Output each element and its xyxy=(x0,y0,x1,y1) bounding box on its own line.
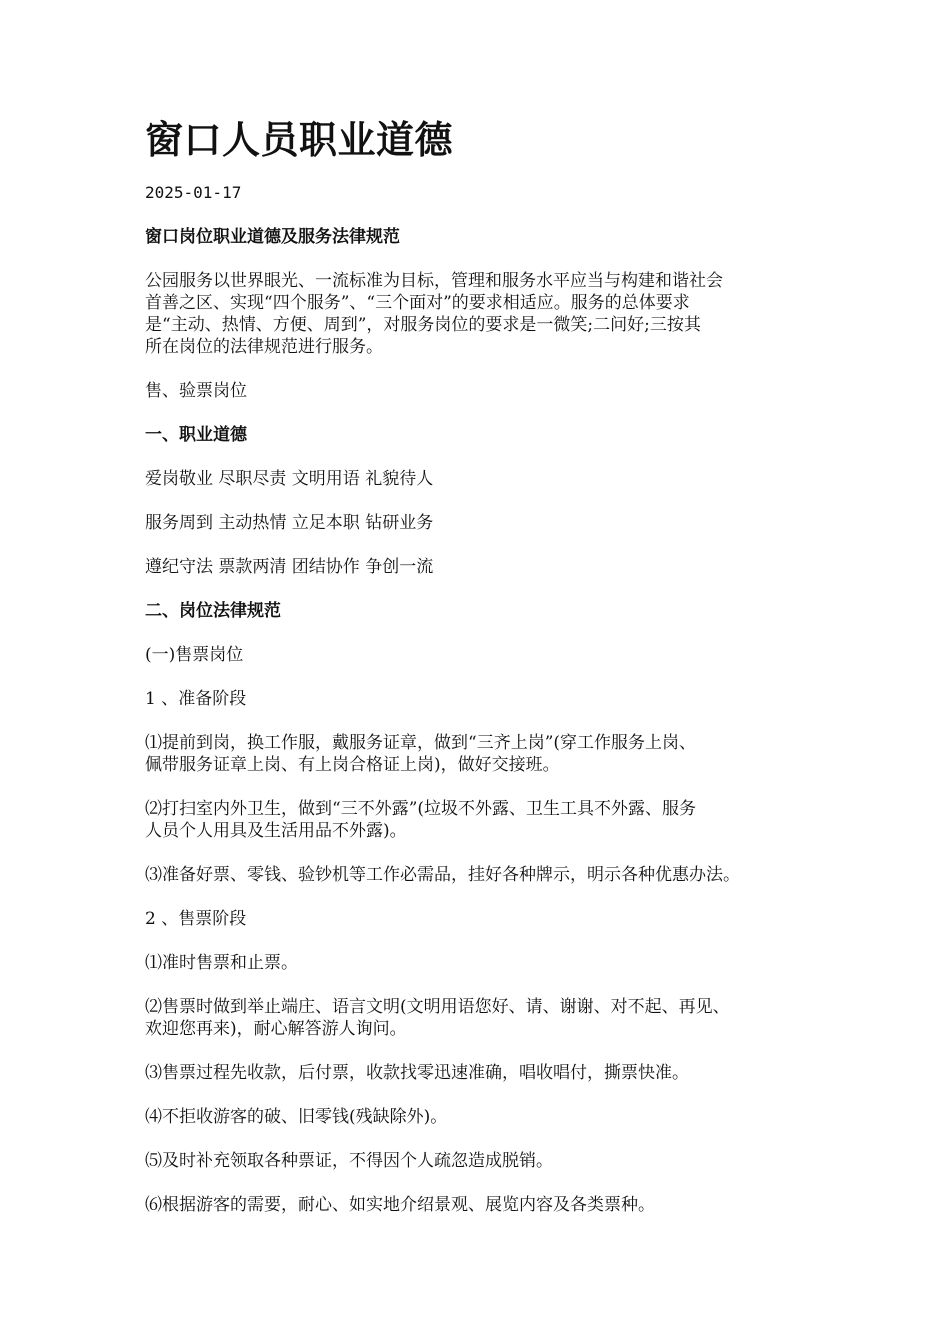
ethics-line: 遵纪守法 票款两清 团结协作 争创一流 xyxy=(145,557,434,577)
list-item: ⑸及时补充领取各种票证，不得因个人疏忽造成脱销。 xyxy=(145,1151,553,1171)
section-heading: 窗口岗位职业道德及服务法律规范 xyxy=(145,227,400,247)
list-item: ⑴提前到岗，换工作服，戴服务证章，做到“三齐上岗”(穿工作服务上岗、 佩带服务证章上岗、有上岗合格证上岗)，做好交接班。 xyxy=(145,733,697,775)
list-item: ⑹根据游客的需要，耐心、如实地介绍景观、展览内容及各类票种。 xyxy=(145,1195,655,1215)
list-item: ⑶售票过程先收款，后付票，收款找零迅速准确，唱收唱付，撕票快准。 xyxy=(145,1063,689,1083)
list-item: ⑵售票时做到举止端庄、语言文明(文明用语您好、请、谢谢、对不起、再见、 欢迎您再来)，耐心解答游人询问。 xyxy=(145,997,730,1039)
ethics-line: 服务周到 主动热情 立足本职 钻研业务 xyxy=(145,513,434,533)
document-page xyxy=(145,112,825,1238)
document-title: 窗口人员职业道德 xyxy=(145,117,454,162)
subheading-regulations: 二、岗位法律规范 xyxy=(145,601,281,621)
list-item: ⑶准备好票、零钱、验钞机等工作必需品，挂好各种牌示，明示各种优惠办法。 xyxy=(145,865,740,885)
list-item: ⑴准时售票和止票。 xyxy=(145,953,298,973)
list-item: ⑵打扫室内外卫生，做到“三不外露”(垃圾不外露、卫生工具不外露、服务 人员个人用具及生活用品不外露)。 xyxy=(145,799,697,841)
stage-heading: 1 、准备阶段 xyxy=(145,689,247,709)
subheading-ethics: 一、职业道德 xyxy=(145,425,247,445)
ethics-line: 爱岗敬业 尽职尽责 文明用语 礼貌待人 xyxy=(145,469,434,489)
post-heading: 售、验票岗位 xyxy=(145,381,247,401)
stage-heading: 2 、售票阶段 xyxy=(145,909,247,929)
document-date: 2025-01-17 xyxy=(145,183,242,202)
list-item: ⑷不拒收游客的破、旧零钱(残缺除外)。 xyxy=(145,1107,448,1127)
intro-paragraph: 公园服务以世界眼光、一流标准为目标，管理和服务水平应当与构建和谐社会 首善之区、实现“四个服务”、“三个面对”的要求相适应。服务的总体要求 是“主动、热情、方便、周到”，对服务岗位的要求是一微笑;二问好;三按其 所在岗位的法律规范进行服务。 xyxy=(145,271,723,357)
subsection-ticket-sales: (一)售票岗位 xyxy=(145,645,244,665)
